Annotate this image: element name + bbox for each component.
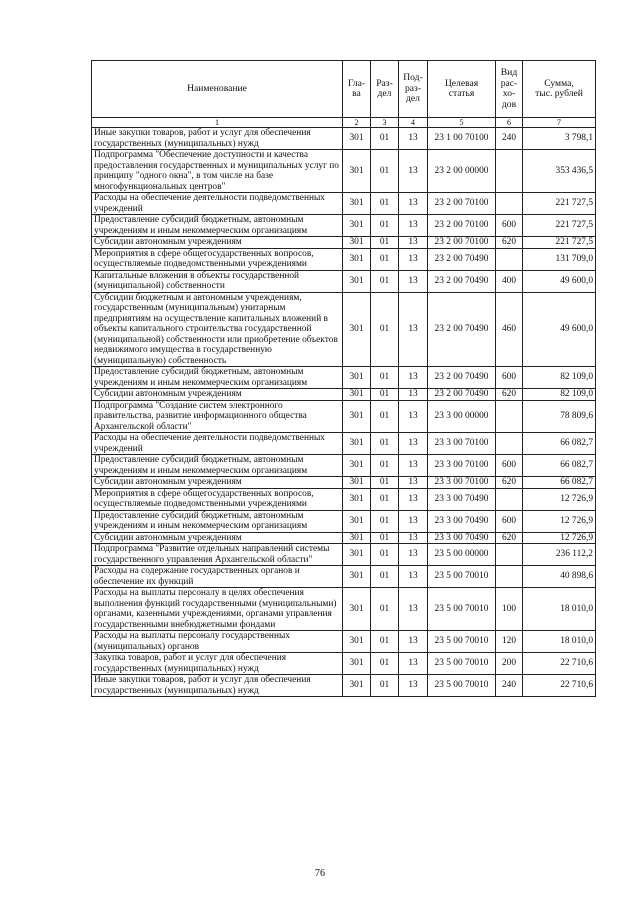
glava-cell: 301 (343, 433, 371, 455)
glava-cell: 301 (343, 237, 371, 249)
vid-cell (496, 193, 523, 215)
column-number-razdel: 3 (371, 118, 399, 128)
podrazdel-cell: 13 (399, 150, 428, 193)
razdel-cell: 01 (371, 544, 399, 566)
table-row (92, 653, 596, 675)
glava-cell: 301 (343, 675, 371, 697)
razdel-cell: 01 (371, 477, 399, 489)
article-cell: 23 3 00 70490 (428, 532, 496, 544)
column-number-glava: 2 (343, 118, 371, 128)
podrazdel-cell: 13 (399, 631, 428, 653)
podrazdel-cell: 13 (399, 292, 428, 367)
glava-cell: 301 (343, 631, 371, 653)
name-cell: Иные закупки товаров, работ и услуг для обеспечения государственных (муниципальных) нужд (92, 128, 343, 150)
razdel-cell: 01 (371, 292, 399, 367)
razdel-cell: 01 (371, 488, 399, 510)
table-row (92, 248, 596, 270)
amount-cell: 131 709,0 (523, 248, 596, 270)
name-cell: Мероприятия в сфере общегосударственных вопросов, осуществляемые подведомственными учреждениями (92, 248, 343, 270)
article-cell: 23 3 00 70490 (428, 510, 496, 532)
vid-cell: 600 (496, 455, 523, 477)
table-row (92, 367, 596, 389)
name-cell: Предоставление субсидий бюджетным, автономным учреждениям и иным некоммерческим организациям (92, 367, 343, 389)
column-number-podrazdel: 4 (399, 118, 428, 128)
name-cell: Субсидии автономным учреждениям (92, 389, 343, 401)
podrazdel-cell: 13 (399, 237, 428, 249)
glava-cell: 301 (343, 248, 371, 270)
glava-cell: 301 (343, 215, 371, 237)
vid-cell (496, 433, 523, 455)
article-cell: 23 5 00 70010 (428, 588, 496, 631)
glava-cell: 301 (343, 544, 371, 566)
amount-cell: 221 727,5 (523, 193, 596, 215)
vid-cell (496, 544, 523, 566)
amount-cell: 12 726,9 (523, 532, 596, 544)
table-row (92, 675, 596, 697)
column-header-name: Наименование (92, 61, 343, 118)
article-cell: 23 2 00 70490 (428, 248, 496, 270)
razdel-cell: 01 (371, 150, 399, 193)
podrazdel-cell: 13 (399, 455, 428, 477)
article-cell: 23 5 00 70010 (428, 631, 496, 653)
name-cell: Подпрограмма "Создание систем электронного правительства, развитие информационного общества Архангельской области" (92, 400, 343, 433)
glava-cell: 301 (343, 292, 371, 367)
vid-cell (496, 248, 523, 270)
article-cell: 23 5 00 70010 (428, 653, 496, 675)
header-row (92, 61, 596, 118)
razdel-cell: 01 (371, 270, 399, 292)
razdel-cell: 01 (371, 193, 399, 215)
name-cell: Предоставление субсидий бюджетным, автономным учреждениям и иным некоммерческим организациям (92, 455, 343, 477)
glava-cell: 301 (343, 400, 371, 433)
name-cell: Капитальные вложения в объекты государственной (муниципальной) собственности (92, 270, 343, 292)
razdel-cell: 01 (371, 389, 399, 401)
razdel-cell: 01 (371, 588, 399, 631)
table-row (92, 510, 596, 532)
amount-cell: 78 809,6 (523, 400, 596, 433)
razdel-cell: 01 (371, 367, 399, 389)
amount-cell: 221 727,5 (523, 215, 596, 237)
article-cell: 23 3 00 70100 (428, 477, 496, 489)
name-cell: Подпрограмма "Развитие отдельных направлений системы государственного управления Архангельской области" (92, 544, 343, 566)
article-cell: 23 2 00 00000 (428, 150, 496, 193)
column-number-vid: 6 (496, 118, 523, 128)
column-number-name: 1 (92, 118, 343, 128)
razdel-cell: 01 (371, 455, 399, 477)
name-cell: Субсидии автономным учреждениям (92, 477, 343, 489)
vid-cell: 620 (496, 477, 523, 489)
amount-cell: 49 600,0 (523, 270, 596, 292)
name-cell: Субсидии автономным учреждениям (92, 237, 343, 249)
glava-cell: 301 (343, 488, 371, 510)
table-row (92, 544, 596, 566)
table-row (92, 389, 596, 401)
vid-cell: 240 (496, 128, 523, 150)
podrazdel-cell: 13 (399, 544, 428, 566)
vid-cell: 600 (496, 367, 523, 389)
name-cell: Закупка товаров, работ и услуг для обеспечения государственных (муниципальных) нужд (92, 653, 343, 675)
podrazdel-cell: 13 (399, 488, 428, 510)
name-cell: Подпрограмма "Обеспечение доступности и качества предоставления государственных и муниципальных услуг по принципу "одного окна", в том числе на базе многофункциональных центров" (92, 150, 343, 193)
table-row (92, 477, 596, 489)
article-cell: 23 2 00 70490 (428, 292, 496, 367)
amount-cell: 18 010,0 (523, 588, 596, 631)
podrazdel-cell: 13 (399, 248, 428, 270)
table-row (92, 566, 596, 588)
column-header-glava: Гла- ва (343, 61, 371, 118)
razdel-cell: 01 (371, 215, 399, 237)
article-cell: 23 5 00 00000 (428, 544, 496, 566)
glava-cell: 301 (343, 510, 371, 532)
glava-cell: 301 (343, 150, 371, 193)
podrazdel-cell: 13 (399, 215, 428, 237)
table-header (92, 61, 596, 128)
amount-cell: 82 109,0 (523, 389, 596, 401)
table-row (92, 433, 596, 455)
vid-cell: 600 (496, 510, 523, 532)
amount-cell: 353 436,5 (523, 150, 596, 193)
podrazdel-cell: 13 (399, 477, 428, 489)
glava-cell: 301 (343, 477, 371, 489)
table-row (92, 193, 596, 215)
amount-cell: 49 600,0 (523, 292, 596, 367)
table-row (92, 455, 596, 477)
table-body (92, 128, 596, 697)
vid-cell: 240 (496, 675, 523, 697)
glava-cell: 301 (343, 367, 371, 389)
vid-cell (496, 566, 523, 588)
article-cell: 23 2 00 70490 (428, 270, 496, 292)
glava-cell: 301 (343, 455, 371, 477)
vid-cell: 460 (496, 292, 523, 367)
article-cell: 23 2 00 70100 (428, 215, 496, 237)
column-number-amount: 7 (523, 118, 596, 128)
vid-cell: 600 (496, 215, 523, 237)
article-cell: 23 2 00 70100 (428, 237, 496, 249)
name-cell: Иные закупки товаров, работ и услуг для обеспечения государственных (муниципальных) нужд (92, 675, 343, 697)
razdel-cell: 01 (371, 675, 399, 697)
razdel-cell: 01 (371, 653, 399, 675)
amount-cell: 66 082,7 (523, 433, 596, 455)
table-row (92, 237, 596, 249)
article-cell: 23 1 00 70100 (428, 128, 496, 150)
amount-cell: 236 112,2 (523, 544, 596, 566)
glava-cell: 301 (343, 532, 371, 544)
razdel-cell: 01 (371, 248, 399, 270)
amount-cell: 66 082,7 (523, 477, 596, 489)
vid-cell: 120 (496, 631, 523, 653)
name-cell: Предоставление субсидий бюджетным, автономным учреждениям и иным некоммерческим организациям (92, 215, 343, 237)
amount-cell: 12 726,9 (523, 510, 596, 532)
razdel-cell: 01 (371, 433, 399, 455)
column-header-amount: Сумма, тыс. рублей (523, 61, 596, 118)
amount-cell: 18 010,0 (523, 631, 596, 653)
glava-cell: 301 (343, 270, 371, 292)
podrazdel-cell: 13 (399, 588, 428, 631)
vid-cell: 620 (496, 532, 523, 544)
name-cell: Расходы на выплаты персоналу государственных (муниципальных) органов (92, 631, 343, 653)
vid-cell: 620 (496, 389, 523, 401)
vid-cell: 200 (496, 653, 523, 675)
table-row (92, 588, 596, 631)
amount-cell: 66 082,7 (523, 455, 596, 477)
podrazdel-cell: 13 (399, 389, 428, 401)
glava-cell: 301 (343, 128, 371, 150)
column-number-row (92, 118, 596, 128)
name-cell: Расходы на выплаты персоналу в целях обеспечения выполнения функций государственными (муниципальными) органами, казенными учреждениями, органами управления государственными внебюджетными фондами (92, 588, 343, 631)
table-row (92, 631, 596, 653)
table-row (92, 270, 596, 292)
article-cell: 23 5 00 70010 (428, 675, 496, 697)
podrazdel-cell: 13 (399, 510, 428, 532)
vid-cell (496, 400, 523, 433)
amount-cell: 3 798,1 (523, 128, 596, 150)
table-row (92, 400, 596, 433)
article-cell: 23 5 00 70010 (428, 566, 496, 588)
podrazdel-cell: 13 (399, 270, 428, 292)
podrazdel-cell: 13 (399, 532, 428, 544)
podrazdel-cell: 13 (399, 193, 428, 215)
glava-cell: 301 (343, 653, 371, 675)
table-row (92, 215, 596, 237)
amount-cell: 12 726,9 (523, 488, 596, 510)
column-number-article: 5 (428, 118, 496, 128)
amount-cell: 221 727,5 (523, 237, 596, 249)
table-row (92, 150, 596, 193)
name-cell: Расходы на обеспечение деятельности подведомственных учреждений (92, 193, 343, 215)
vid-cell: 400 (496, 270, 523, 292)
amount-cell: 82 109,0 (523, 367, 596, 389)
glava-cell: 301 (343, 588, 371, 631)
name-cell: Мероприятия в сфере общегосударственных вопросов, осуществляемые подведомственными учреждениями (92, 488, 343, 510)
column-header-podrazdel: Под- раз- дел (399, 61, 428, 118)
article-cell: 23 2 00 70100 (428, 193, 496, 215)
razdel-cell: 01 (371, 566, 399, 588)
podrazdel-cell: 13 (399, 367, 428, 389)
amount-cell: 40 898,6 (523, 566, 596, 588)
vid-cell (496, 488, 523, 510)
razdel-cell: 01 (371, 631, 399, 653)
name-cell: Предоставление субсидий бюджетным, автономным учреждениям и иным некоммерческим организациям (92, 510, 343, 532)
table-row (92, 532, 596, 544)
razdel-cell: 01 (371, 128, 399, 150)
article-cell: 23 2 00 70490 (428, 367, 496, 389)
podrazdel-cell: 13 (399, 566, 428, 588)
column-header-article: Целевая статья (428, 61, 496, 118)
name-cell: Расходы на содержание государственных органов и обеспечение их функций (92, 566, 343, 588)
razdel-cell: 01 (371, 237, 399, 249)
amount-cell: 22 710,6 (523, 675, 596, 697)
glava-cell: 301 (343, 566, 371, 588)
vid-cell: 620 (496, 237, 523, 249)
article-cell: 23 3 00 00000 (428, 400, 496, 433)
table-row (92, 128, 596, 150)
podrazdel-cell: 13 (399, 675, 428, 697)
razdel-cell: 01 (371, 510, 399, 532)
column-header-razdel: Раз- дел (371, 61, 399, 118)
glava-cell: 301 (343, 389, 371, 401)
table-row (92, 292, 596, 367)
name-cell: Субсидии бюджетным и автономным учреждениям, государственным (муниципальным) унитарным предприятиям на осуществление капитальных вложений в объекты капитального строительства государственной (муниципальной) собственности или приобретение объектов недвижимого имущества в государственную (муниципальную) собственность (92, 292, 343, 367)
glava-cell: 301 (343, 193, 371, 215)
name-cell: Расходы на обеспечение деятельности подведомственных учреждений (92, 433, 343, 455)
podrazdel-cell: 13 (399, 653, 428, 675)
column-header-vid: Вид рас- хо- дов (496, 61, 523, 118)
article-cell: 23 3 00 70490 (428, 488, 496, 510)
article-cell: 23 2 00 70490 (428, 389, 496, 401)
page-number: 76 (315, 868, 325, 879)
article-cell: 23 3 00 70100 (428, 455, 496, 477)
razdel-cell: 01 (371, 400, 399, 433)
vid-cell: 100 (496, 588, 523, 631)
name-cell: Субсидии автономным учреждениям (92, 532, 343, 544)
razdel-cell: 01 (371, 532, 399, 544)
budget-table (91, 60, 596, 697)
table-row (92, 488, 596, 510)
podrazdel-cell: 13 (399, 400, 428, 433)
podrazdel-cell: 13 (399, 433, 428, 455)
amount-cell: 22 710,6 (523, 653, 596, 675)
article-cell: 23 3 00 70100 (428, 433, 496, 455)
vid-cell (496, 150, 523, 193)
podrazdel-cell: 13 (399, 128, 428, 150)
